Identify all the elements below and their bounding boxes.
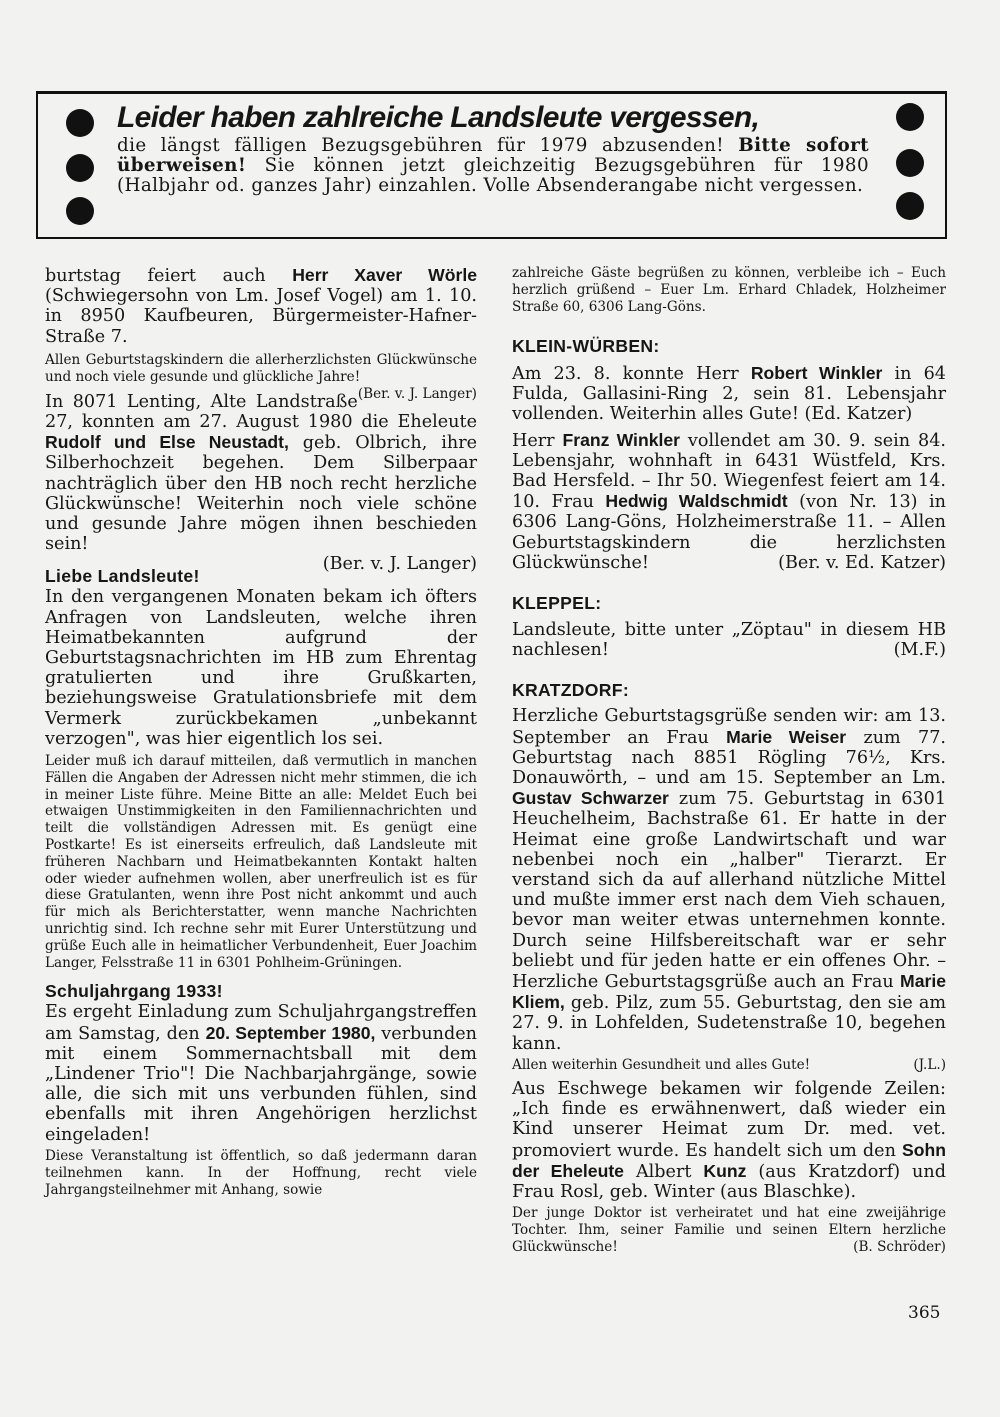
section-heading: Schuljahrgang 1933!	[45, 981, 223, 1002]
paragraph: Landsleute, bitte unter „Zöptau" in diesem HB nachlesen! (M.F.)	[512, 620, 946, 661]
credit: (B. Schröder)	[853, 1239, 946, 1256]
heading-row	[45, 554, 477, 587]
paragraph: Aus Eschwege bekamen wir folgende Zeilen: „Ich finde es erwähnenwert, daß wieder ein Kind unserer Heimat zum Dr. med. vet. promoviert wurde. Es handelt sich um den Sohn der Eheleute Albert Kunz (aus Kratzdorf) und Frau Rosl, geb. Winter (aus Blaschke).	[512, 1078, 946, 1202]
paragraph: Der junge Doktor ist verheiratet und hat eine zweijährige Tochter. Ihm, seiner Familie und seinen Eltern herzliche Glückwünsche! (B. Schröder)	[512, 1205, 946, 1256]
page-number: 365	[908, 1303, 941, 1323]
paragraph: burtstag feiert auch Herr Xaver Wörle (Schwiegersohn von Lm. Josef Vogel) am 1. 10. in 8950 Kaufbeuren, Bürgermeister-Hafner-Straße 7.	[45, 265, 477, 347]
notice-bold: Bitte sofort überweisen!	[117, 135, 869, 176]
bullet-dot-icon	[896, 149, 924, 177]
credit: (M.F.)	[893, 640, 946, 661]
paragraph: zahlreiche Gäste begrüßen zu können, verbleibe ich – Euch herzlich grüßend – Euer Lm. Erhard Chladek, Holzheimer Straße 60, 6306 Lang-Göns.	[512, 265, 946, 315]
paragraph: Herzliche Geburtstagsgrüße senden wir: am 13. September an Frau Marie Weiser zum 77. Geburtstag nach 8851 Rögling 76½, Krs. Donauwörth, – und am 15. September an Lm. Gustav Schwarzer zum 75. Geburtstag in 6301 Heuchelheim, Bachstraße 61. Er hatte in der Heimat eine große Landwirtschaft und war nebenbei noch ein „halber" Tierarzt. Er verstand sich da auf allerhand nützliche Mittel und mußte immer erst nach dem Vieh schauen, bevor man weiter etwas unternehmen konnte. Durch seine Hilfsbereitschaft war er sehr beliebt und für jeden hatte er ein offenes Ohr. – Herzliche Geburtstagsgrüße auch an Frau Marie Kliem, geb. Pilz, zum 55. Geburtstag, den sie am 27. 9. in Lohfelden, Sudetenstraße 10, begehen kann.	[512, 706, 947, 1054]
bullet-dot-icon	[896, 192, 924, 220]
section-heading: KRATZDORF:	[512, 680, 630, 701]
paragraph: Diese Veranstaltung ist öffentlich, so daß jedermann daran teilnehmen kann. In der Hoffnung, recht viele Jahrgangsteilnehmer mit Anhang, sowie	[45, 1147, 477, 1198]
paragraph: Allen Geburtstagskindern die allerherzlichsten Glückwünsche und noch viele gesunde und glückliche Jahre! (Ber. v. J. Langer)	[45, 351, 477, 402]
right-column	[512, 265, 946, 1256]
bullet-dot-icon	[66, 109, 94, 137]
paragraph: Leider muß ich darauf mitteilen, daß vermutlich in manchen Fällen die Angaben der Adressen nicht mehr stimmen, die ich in meiner Liste führe. Meine Bitte an alle: Meldet Euch bei etwaigen Unstimmigkeiten in den Familiennachrichten und teilt die vollständigen Adressen mit. Es genügt eine Postkarte! Es ist einerseits erfreulich, daß Landsleute mit früheren Nachbarn und Heimatbekannten Kontakt halten oder wieder aufnehmen wollen, aber unerfreulich ist es für diese Gratulanten, wenn ihre Post nicht ankommt und auch für mich als Berichterstatter, wenn manche Nachrichten unrichtig sind. Ich rechne sehr mit Eurer Unterstützung und grüße Euch alle in heimatlicher Verbundenheit, Euer Joachim Langer, Felsstraße 11 in 6301 Pohlheim-Grüningen.	[45, 753, 477, 971]
paragraph: Am 23. 8. konnte Herr Robert Winkler in 64 Fulda, Gallasini-Ring 2, sein 81. Lebensjahr vollenden. Weiterhin alles Gute! (Ed. Katzer)	[512, 363, 946, 425]
paragraph: Allen weiterhin Gesundheit und alles Gute! (J.L.)	[512, 1056, 946, 1073]
credit: (Ber. v. J. Langer)	[322, 554, 477, 575]
credit: (Ber. v. Ed. Katzer)	[778, 552, 946, 573]
notice-headline: Leider haben zahlreiche Landsleute vergessen,	[117, 101, 760, 134]
paragraph: Herr Franz Winkler vollendet am 30. 9. sein 84. Lebensjahr, wohnhaft in 6431 Wüstfeld, Krs. Bad Hersfeld. – Ihr 50. Wiegenfest feiert am 14. 10. Frau Hedwig Waldschmidt (von Nr. 13) in 6306 Lang-Göns, Holzheimerstraße 11. – Allen Geburtstagskindern die herzlichsten Glückwünsche! (Ber. v. Ed. Katzer)	[512, 429, 947, 573]
credit: (Ber. v. J. Langer)	[357, 385, 477, 402]
paragraph: In den vergangenen Monaten bekam ich öfters Anfragen von Landsleuten, welche ihren Heimatbekannten aufgrund der Geburtstagsnachrichten im HB zum Ehrentag gratulierten und ihre Grußkarten, beziehungsweise Gratulationsbriefe mit dem Vermerk zurückbekamen „unbekannt verzogen", was hier eigentlich los sei.	[45, 587, 477, 749]
left-column	[45, 265, 477, 1199]
credit: (J.L.)	[913, 1056, 946, 1073]
section-heading: Liebe Landsleute!	[45, 566, 200, 587]
section-heading: KLEPPEL:	[512, 593, 602, 614]
bullet-dot-icon	[66, 197, 94, 225]
paragraph: Es ergeht Einladung zum Schuljahrgangstreffen am Samstag, den 20. September 1980, verbunden mit einem Sommernachtsball mit dem „Lindener Trio"! Die Nachbarjahrgänge, sowie alle, die sich mit uns verbunden fühlen, sind ebenfalls mit ihren Angehörigen herzlichst eingeladen!	[45, 1002, 477, 1145]
notice-body: die längst fälligen Bezugsgebühren für 1979 abzusenden! Bitte sofort überweisen! Sie können jetzt gleichzeitig Bezugsgebühren für 1980 (Halbjahr od. ganzes Jahr) einzahlen. Volle Absenderangabe nicht vergessen.	[117, 135, 869, 196]
paragraph: In 8071 Lenting, Alte Landstraße 27, konnten am 27. August 1980 die Eheleute Rudolf und Else Neustadt, geb. Olbrich, ihre Silberhochzeit begehen. Dem Silberpaar nachträglich über den HB noch recht herzliche Glückwünsche! Weiterhin noch viele schöne und gesunde Jahre mögen ihnen beschieden sein!	[45, 391, 478, 555]
section-heading: KLEIN-WÜRBEN:	[512, 336, 660, 356]
bullet-dot-icon	[66, 154, 94, 182]
